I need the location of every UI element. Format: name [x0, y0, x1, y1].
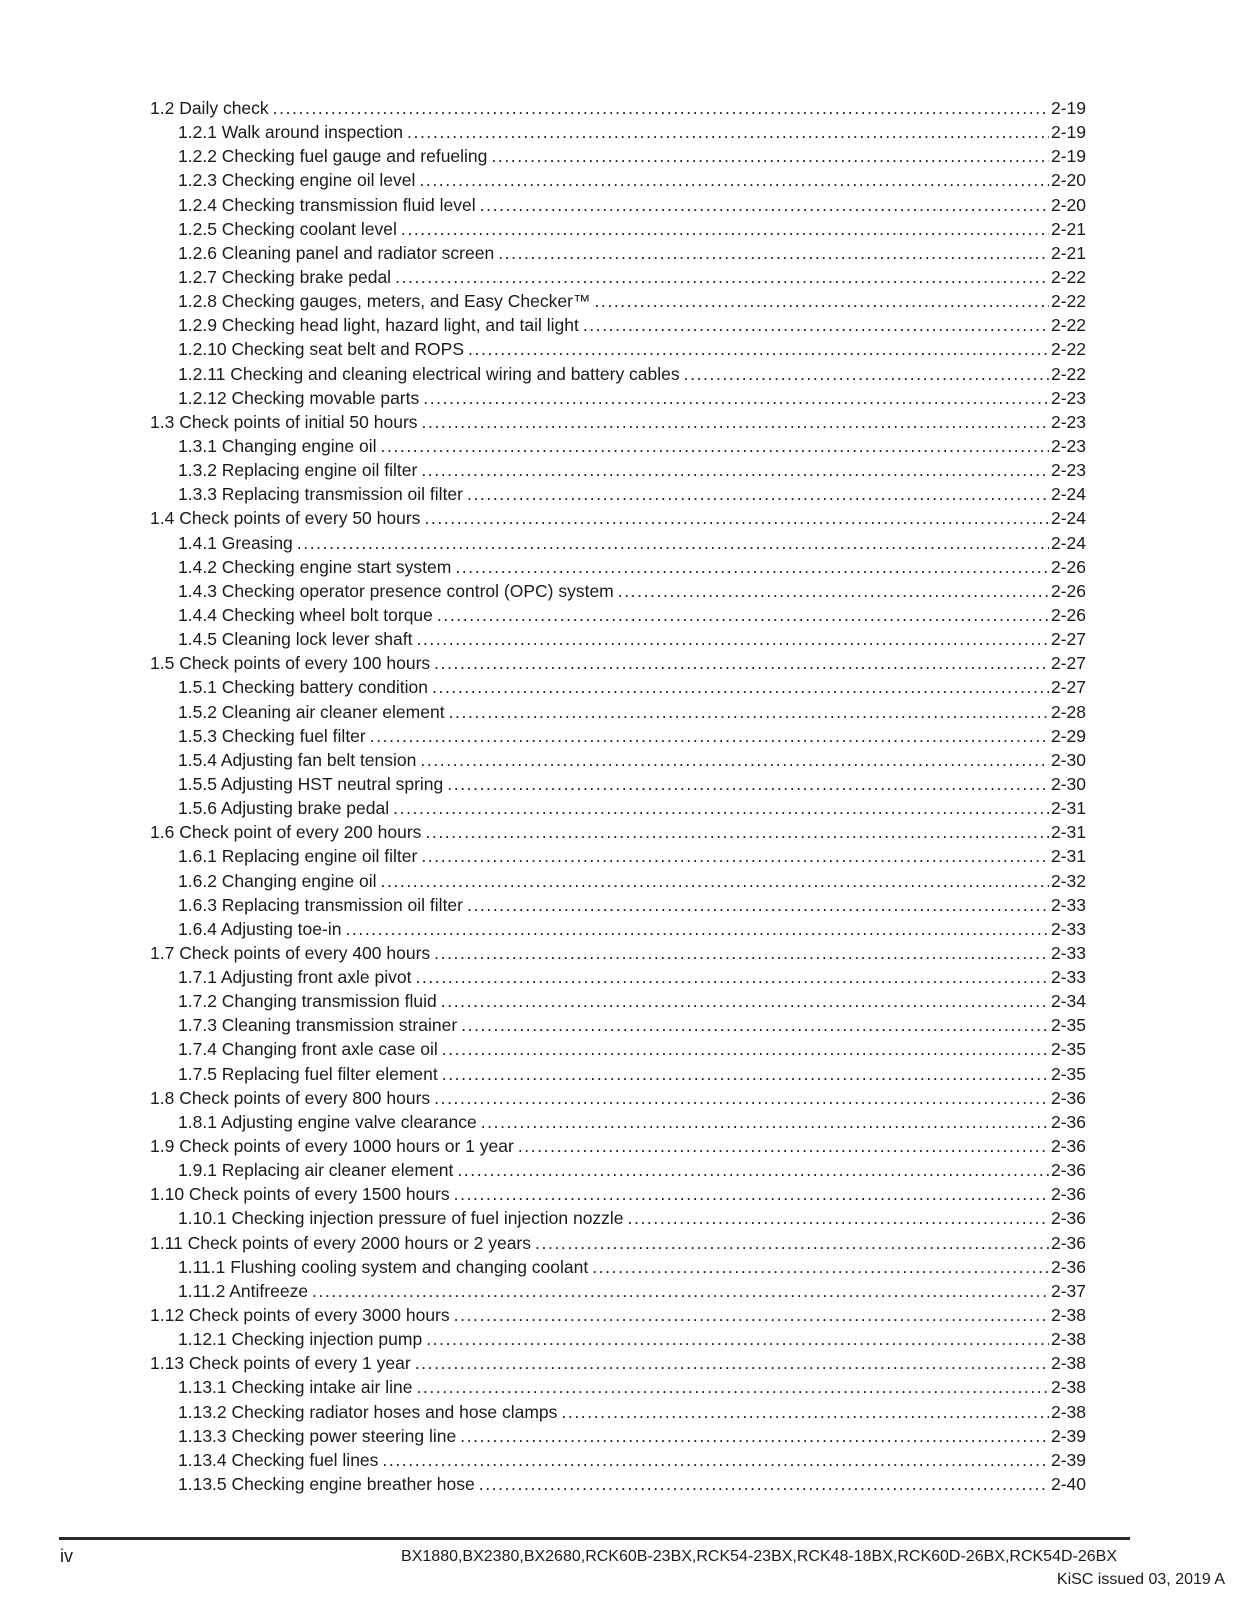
toc-entry-page: 2-24: [1050, 508, 1086, 529]
toc-entry-page: 2-20: [1050, 170, 1086, 191]
toc-leader-dots: [416, 629, 1049, 650]
toc-entry-page: 2-38: [1050, 1305, 1086, 1326]
toc-entry-page: 2-21: [1050, 242, 1086, 263]
toc-leader-dots: [382, 1450, 1049, 1471]
toc-entry-title: 1.13.4 Checking fuel lines: [178, 1449, 379, 1470]
footer-model-list: BX1880,BX2380,BX2680,RCK60B-23BX,RCK54-23BX,RCK48-18BX,RCK60D-26BX,RCK54D-26BX: [401, 1548, 1117, 1565]
toc-entry: [150, 1160, 1086, 1184]
toc-entry-page: 2-39: [1050, 1425, 1086, 1446]
toc-entry-page: 2-24: [1050, 532, 1086, 553]
toc-entry-title: 1.7.4 Changing front axle case oil: [178, 1039, 438, 1060]
toc-leader-dots: [415, 1353, 1049, 1374]
toc-entry-title: 1.9.1 Replacing air cleaner element: [178, 1160, 454, 1181]
toc-entry-title: 1.3.2 Replacing engine oil filter: [178, 460, 418, 481]
toc-entry-title: 1.3.3 Replacing transmission oil filter: [178, 484, 463, 505]
toc-entry-page: 2-39: [1050, 1449, 1086, 1470]
toc-entry: [150, 1474, 1086, 1498]
toc-entry-title: 1.3.1 Changing engine oil: [178, 435, 377, 456]
toc-leader-dots: [592, 1257, 1049, 1278]
toc-entry-title: 1.6.1 Replacing engine oil filter: [178, 846, 418, 867]
toc-entry: [150, 1305, 1086, 1329]
toc-entry: [150, 702, 1086, 726]
toc-entry: [150, 508, 1086, 532]
toc-entry-title: 1.2.4 Checking transmission fluid level: [178, 194, 476, 215]
toc-entry: [150, 122, 1086, 146]
toc-entry-page: 2-23: [1050, 411, 1086, 432]
toc-leader-dots: [518, 1136, 1049, 1157]
toc-leader-dots: [441, 991, 1049, 1012]
toc-entry-title: 1.6.4 Adjusting toe-in: [178, 918, 342, 939]
toc-entry-title: 1.2.9 Checking head light, hazard light, and tail light: [178, 315, 579, 336]
toc-entry: [150, 967, 1086, 991]
toc-entry-title: 1.2.1 Walk around inspection: [178, 122, 404, 143]
toc-entry: [150, 629, 1086, 653]
toc-leader-dots: [449, 702, 1049, 723]
toc-leader-dots: [442, 1064, 1049, 1085]
toc-leader-dots: [491, 146, 1049, 167]
toc-entry: [150, 267, 1086, 291]
toc-entry-page: 2-35: [1050, 1063, 1086, 1084]
toc-entry: [150, 364, 1086, 388]
toc-leader-dots: [426, 1329, 1049, 1350]
toc-entry-title: 1.5.1 Checking battery condition: [178, 677, 429, 698]
toc-entry: [150, 243, 1086, 267]
toc-entry: [150, 1450, 1086, 1474]
toc-entry-title: 1.4.3 Checking operator presence control (OPC) system: [178, 580, 614, 601]
toc-entry-page: 2-30: [1050, 749, 1086, 770]
toc-entry-title: 1.4.5 Cleaning lock lever shaft: [178, 629, 413, 650]
toc-leader-dots: [422, 412, 1049, 433]
toc-leader-dots: [381, 436, 1049, 457]
toc-leader-dots: [415, 967, 1048, 988]
toc-entry-page: 2-35: [1050, 1015, 1086, 1036]
toc-entry-title: 1.5.4 Adjusting fan belt tension: [178, 749, 417, 770]
toc-list: [150, 98, 1086, 1498]
toc-entry-page: 2-36: [1050, 1232, 1086, 1253]
toc-entry: [150, 484, 1086, 508]
toc-entry-title: 1.11.2 Antifreeze: [178, 1280, 309, 1301]
toc-entry-page: 2-22: [1050, 315, 1086, 336]
toc-entry: [150, 726, 1086, 750]
toc-leader-dots: [454, 1184, 1049, 1205]
toc-entry-page: 2-22: [1050, 339, 1086, 360]
toc-entry: [150, 943, 1086, 967]
toc-entry-title: 1.2.10 Checking seat belt and ROPS: [178, 339, 465, 360]
toc-entry-page: 2-33: [1050, 918, 1086, 939]
toc-leader-dots: [423, 388, 1049, 409]
toc-entry-page: 2-33: [1050, 942, 1086, 963]
toc-entry-page: 2-31: [1050, 822, 1086, 843]
toc-leader-dots: [442, 1039, 1049, 1060]
toc-entry-title: 1.11 Check points of every 2000 hours or 2 years: [150, 1232, 532, 1253]
toc-entry-page: 2-38: [1050, 1329, 1086, 1350]
toc-leader-dots: [312, 1281, 1049, 1302]
toc-leader-dots: [395, 267, 1049, 288]
toc-entry-title: 1.13.2 Checking radiator hoses and hose clamps: [178, 1401, 558, 1422]
toc-entry-page: 2-36: [1050, 1184, 1086, 1205]
toc-entry-title: 1.5.6 Adjusting brake pedal: [178, 798, 390, 819]
toc-entry: [150, 98, 1086, 122]
toc-entry-title: 1.2.2 Checking fuel gauge and refueling: [178, 146, 488, 167]
toc-entry-page: 2-23: [1050, 460, 1086, 481]
toc-entry: [150, 195, 1086, 219]
toc-entry-page: 2-20: [1050, 194, 1086, 215]
toc-entry-page: 2-33: [1050, 894, 1086, 915]
toc-leader-dots: [407, 122, 1049, 143]
toc-entry-title: 1.4 Check points of every 50 hours: [150, 508, 421, 529]
toc-entry-page: 2-22: [1050, 291, 1086, 312]
toc-entry-page: 2-33: [1050, 967, 1086, 988]
toc-leader-dots: [454, 1305, 1049, 1326]
toc-entry-title: 1.10.1 Checking injection pressure of fuel injection nozzle: [178, 1208, 624, 1229]
toc-entry-page: 2-36: [1050, 1160, 1086, 1181]
toc-entry-page: 2-30: [1050, 773, 1086, 794]
toc-entry-title: 1.7.3 Cleaning transmission strainer: [178, 1015, 458, 1036]
toc-entry: [150, 1112, 1086, 1136]
toc-entry: [150, 653, 1086, 677]
toc-leader-dots: [480, 195, 1049, 216]
toc-leader-dots: [467, 895, 1049, 916]
toc-entry-title: 1.13.5 Checking engine breather hose: [178, 1474, 475, 1495]
toc-entry: [150, 1257, 1086, 1281]
toc-leader-dots: [618, 581, 1049, 602]
toc-leader-dots: [416, 1377, 1049, 1398]
toc-entry-page: 2-36: [1050, 1087, 1086, 1108]
toc-entry: [150, 1136, 1086, 1160]
toc-leader-dots: [424, 508, 1049, 529]
toc-entry-title: 1.5.3 Checking fuel filter: [178, 725, 366, 746]
toc-entry-page: 2-29: [1050, 725, 1086, 746]
toc-leader-dots: [479, 1474, 1049, 1495]
toc-entry-page: 2-19: [1050, 122, 1086, 143]
toc-entry-page: 2-31: [1050, 798, 1086, 819]
toc-entry: [150, 533, 1086, 557]
toc-entry-page: 2-27: [1050, 629, 1086, 650]
toc-entry-page: 2-21: [1050, 218, 1086, 239]
toc-leader-dots: [393, 798, 1049, 819]
toc-entry-title: 1.8.1 Adjusting engine valve clearance: [178, 1111, 477, 1132]
toc-entry-page: 2-40: [1050, 1474, 1086, 1495]
toc-entry: [150, 1039, 1086, 1063]
toc-entry-page: 2-32: [1050, 870, 1086, 891]
toc-entry-title: 1.6.3 Replacing transmission oil filter: [178, 894, 463, 915]
toc-entry: [150, 895, 1086, 919]
toc-entry-page: 2-22: [1050, 266, 1086, 287]
toc-entry: [150, 412, 1086, 436]
footer-divider: [59, 1537, 1130, 1540]
toc-entry: [150, 1329, 1086, 1353]
toc-entry-page: 2-36: [1050, 1111, 1086, 1132]
toc-entry: [150, 581, 1086, 605]
toc-entry-title: 1.5.5 Adjusting HST neutral spring: [178, 773, 444, 794]
toc-entry-page: 2-35: [1050, 1039, 1086, 1060]
toc-entry-page: 2-26: [1050, 580, 1086, 601]
toc-entry-page: 2-31: [1050, 846, 1086, 867]
toc-leader-dots: [461, 1015, 1049, 1036]
toc-leader-dots: [498, 243, 1049, 264]
toc-entry-title: 1.2.6 Cleaning panel and radiator screen: [178, 242, 495, 263]
toc-entry-title: 1.2.3 Checking engine oil level: [178, 170, 416, 191]
toc-leader-dots: [432, 677, 1049, 698]
toc-leader-dots: [434, 943, 1049, 964]
toc-entry: [150, 1184, 1086, 1208]
footer-issue-note: KiSC issued 03, 2019 A: [1056, 1571, 1225, 1588]
toc-entry: [150, 388, 1086, 412]
toc-entry-page: 2-38: [1050, 1401, 1086, 1422]
page-number: iv: [60, 1546, 73, 1566]
toc-leader-dots: [434, 1088, 1049, 1109]
toc-entry: [150, 1064, 1086, 1088]
toc-entry-page: 2-26: [1050, 604, 1086, 625]
toc-entry-page: 2-23: [1050, 435, 1086, 456]
toc-entry-page: 2-27: [1050, 677, 1086, 698]
toc-entry-title: 1.4.2 Checking engine start system: [178, 556, 452, 577]
toc-entry-page: 2-38: [1050, 1377, 1086, 1398]
toc-leader-dots: [457, 1160, 1049, 1181]
toc-entry-page: 2-38: [1050, 1353, 1086, 1374]
toc-entry: [150, 1402, 1086, 1426]
toc-entry-title: 1.12.1 Checking injection pump: [178, 1329, 423, 1350]
toc-leader-dots: [468, 339, 1049, 360]
toc-leader-dots: [583, 315, 1049, 336]
toc-entry-page: 2-19: [1050, 146, 1086, 167]
toc-entry-page: 2-26: [1050, 556, 1086, 577]
toc-leader-dots: [455, 557, 1049, 578]
toc-entry: [150, 436, 1086, 460]
toc-entry-title: 1.4.1 Greasing: [178, 532, 293, 553]
toc-entry-page: 2-23: [1050, 387, 1086, 408]
toc-leader-dots: [535, 1233, 1049, 1254]
toc-entry: [150, 774, 1086, 798]
toc-entry: [150, 1015, 1086, 1039]
toc-leader-dots: [467, 484, 1049, 505]
toc-entry-title: 1.5.2 Cleaning air cleaner element: [178, 701, 445, 722]
toc-entry-title: 1.11.1 Flushing cooling system and changing coolant: [178, 1256, 589, 1277]
toc-entry-title: 1.6 Check point of every 200 hours: [150, 822, 422, 843]
toc-leader-dots: [628, 1208, 1049, 1229]
toc-entry: [150, 1208, 1086, 1232]
toc-entry: [150, 1088, 1086, 1112]
toc-leader-dots: [421, 846, 1049, 867]
toc-entry: [150, 750, 1086, 774]
toc-entry-page: 2-34: [1050, 991, 1086, 1012]
toc-leader-dots: [594, 291, 1049, 312]
toc-entry-page: 2-36: [1050, 1256, 1086, 1277]
toc-entry-title: 1.2 Daily check: [150, 98, 269, 118]
toc-leader-dots: [345, 919, 1049, 940]
toc-entry: [150, 557, 1086, 581]
toc-leader-dots: [561, 1402, 1049, 1423]
toc-entry: [150, 1353, 1086, 1377]
toc-entry-title: 1.12 Check points of every 3000 hours: [150, 1305, 450, 1326]
toc-entry-title: 1.7.2 Changing transmission fluid: [178, 991, 437, 1012]
toc-entry: [150, 919, 1086, 943]
toc-leader-dots: [447, 774, 1049, 795]
toc-entry-page: 2-19: [1050, 98, 1086, 118]
toc-entry-title: 1.2.8 Checking gauges, meters, and Easy Checker™: [178, 291, 591, 312]
toc-entry: [150, 460, 1086, 484]
toc-leader-dots: [420, 750, 1049, 771]
toc-entry: [150, 605, 1086, 629]
toc-entry-title: 1.2.7 Checking brake pedal: [178, 266, 392, 287]
toc-entry-page: 2-22: [1050, 363, 1086, 384]
toc-leader-dots: [273, 98, 1049, 119]
toc-entry: [150, 677, 1086, 701]
toc-entry-title: 1.13.1 Checking intake air line: [178, 1377, 413, 1398]
toc-entry-page: 2-36: [1050, 1208, 1086, 1229]
toc-entry-title: 1.13 Check points of every 1 year: [150, 1353, 411, 1374]
toc-entry: [150, 170, 1086, 194]
toc-entry: [150, 146, 1086, 170]
toc-entry: [150, 871, 1086, 895]
toc-entry-title: 1.2.11 Checking and cleaning electrical wiring and battery cables: [178, 363, 680, 384]
toc-entry-page: 2-24: [1050, 484, 1086, 505]
toc-leader-dots: [370, 726, 1049, 747]
toc-entry: [150, 1233, 1086, 1257]
toc-entry-title: 1.13.3 Checking power steering line: [178, 1425, 457, 1446]
toc-entry-title: 1.7.1 Adjusting front axle pivot: [178, 967, 412, 988]
toc-entry: [150, 1426, 1086, 1450]
toc-entry-page: 2-37: [1050, 1280, 1086, 1301]
toc-entry-title: 1.8 Check points of every 800 hours: [150, 1087, 431, 1108]
toc-entry-title: 1.7 Check points of every 400 hours: [150, 942, 431, 963]
toc-entry-page: 2-36: [1050, 1136, 1086, 1157]
toc-leader-dots: [425, 822, 1049, 843]
toc-entry-page: 2-27: [1050, 653, 1086, 674]
toc-leader-dots: [401, 219, 1049, 240]
toc-leader-dots: [460, 1426, 1049, 1447]
toc-leader-dots: [684, 364, 1049, 385]
toc-entry-title: 1.9 Check points of every 1000 hours or 1 year: [150, 1136, 514, 1157]
toc-entry-title: 1.10 Check points of every 1500 hours: [150, 1184, 450, 1205]
toc-entry: [150, 822, 1086, 846]
toc-entry-title: 1.2.12 Checking movable parts: [178, 387, 420, 408]
toc-entry: [150, 991, 1086, 1015]
toc-entry: [150, 1281, 1086, 1305]
toc-leader-dots: [421, 460, 1049, 481]
toc-entry-title: 1.7.5 Replacing fuel filter element: [178, 1063, 438, 1084]
toc-entry-title: 1.5 Check points of every 100 hours: [150, 653, 431, 674]
toc-leader-dots: [297, 533, 1049, 554]
toc-leader-dots: [419, 170, 1049, 191]
toc-entry: [150, 798, 1086, 822]
toc-entry: [150, 219, 1086, 243]
toc-entry-page: 2-28: [1050, 701, 1086, 722]
toc-entry-title: 1.6.2 Changing engine oil: [178, 870, 377, 891]
toc-entry-title: 1.4.4 Checking wheel bolt torque: [178, 604, 433, 625]
toc-entry-title: 1.2.5 Checking coolant level: [178, 218, 397, 239]
toc-entry: [150, 1377, 1086, 1401]
toc-leader-dots: [437, 605, 1049, 626]
toc-leader-dots: [381, 871, 1049, 892]
toc-leader-dots: [434, 653, 1049, 674]
toc-leader-dots: [481, 1112, 1049, 1133]
toc-entry-title: 1.3 Check points of initial 50 hours: [150, 411, 418, 432]
toc-entry: [150, 291, 1086, 315]
toc-entry: [150, 315, 1086, 339]
toc-entry: [150, 339, 1086, 363]
toc-entry: [150, 846, 1086, 870]
